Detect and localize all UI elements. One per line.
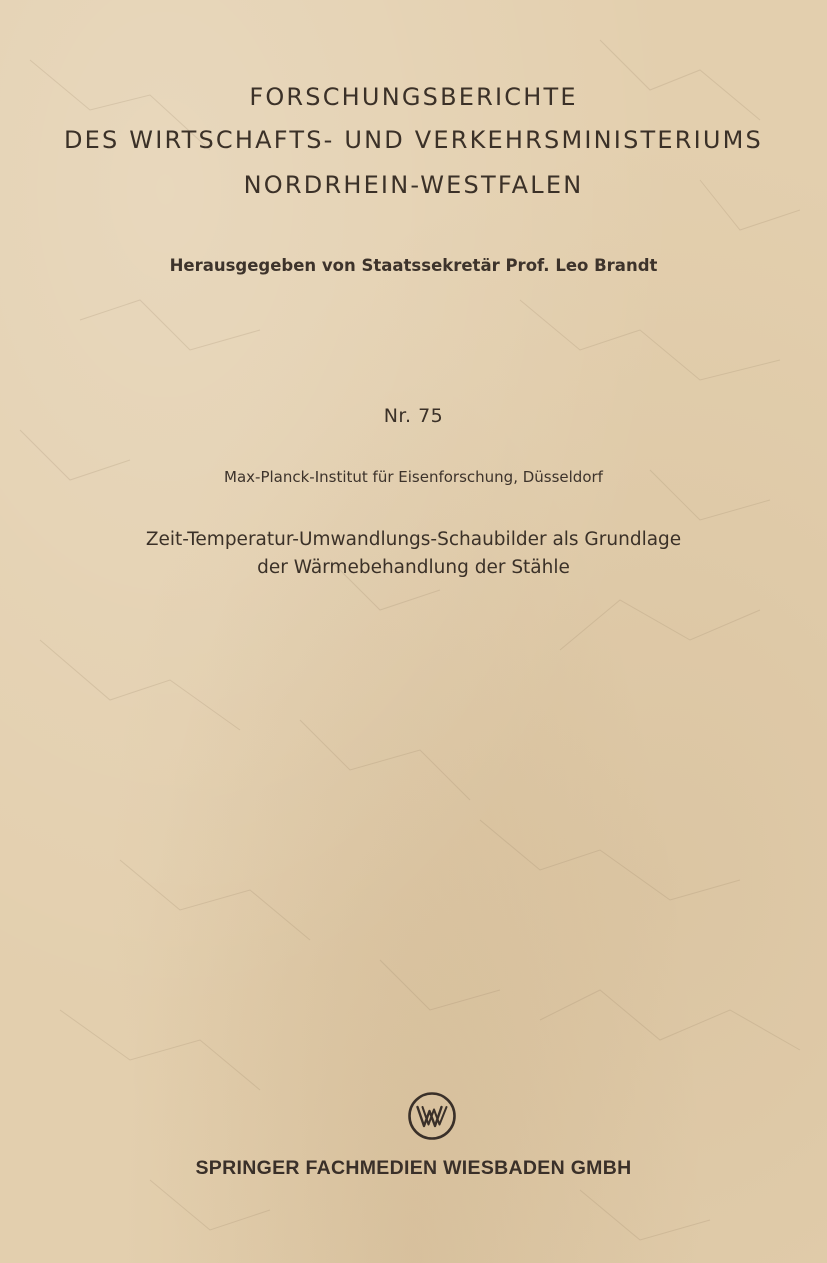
editor-credit: Herausgegeben von Staatssekretär Prof. Leo Brandt bbox=[169, 256, 658, 275]
publisher-name: SPRINGER FACHMEDIEN WIESBADEN GMBH bbox=[195, 1157, 632, 1179]
work-title-line-1: Zeit-Temperatur-Umwandlungs-Schaubilder als Grundlage bbox=[145, 529, 682, 550]
springer-vw-logo-icon bbox=[407, 1091, 457, 1141]
series-title-line-2: DES WIRTSCHAFTS- UND VERKEHRSMINISTERIUMS bbox=[63, 126, 763, 154]
series-title-line-1: FORSCHUNGSBERICHTE bbox=[249, 83, 578, 111]
volume-number: Nr. 75 bbox=[383, 405, 444, 427]
work-title-line-2: der Wärmebehandlung der Stähle bbox=[257, 557, 570, 578]
institute-name: Max-Planck-Institut für Eisenforschung, Düsseldorf bbox=[224, 468, 603, 486]
series-title-line-3: NORDRHEIN-WESTFALEN bbox=[243, 171, 584, 199]
